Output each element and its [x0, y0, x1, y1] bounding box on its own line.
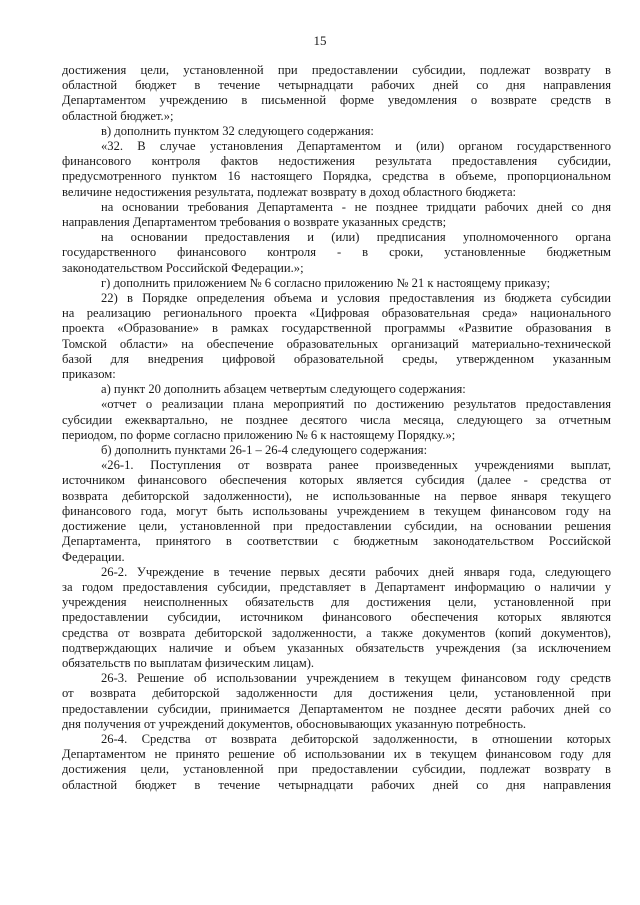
paragraph-line: 26-4. Средства от возврата дебиторской задолженности, в отношении которых	[101, 731, 611, 746]
paragraph-line: предусмотренного пунктом 16 настоящего Порядка, средства в объеме, пропорциональном	[62, 169, 611, 184]
paragraph-line: базой для внедрения цифровой образовательной среды, утвержденном указанным	[62, 351, 611, 366]
paragraph-line: на основании требования Департамента - не позднее тридцати рабочих дней со дня	[101, 199, 611, 214]
paragraph-line: б) дополнить пунктами 26-1 – 26-4 следующего содержания:	[101, 443, 428, 458]
paragraph-line: а) пункт 20 дополнить абзацем четвертым следующего содержания:	[101, 382, 466, 397]
paragraph-line: финансового года, могут быть использованы учреждением в текущем финансовом году на	[62, 503, 611, 518]
paragraph-line: на реализацию регионального проекта «Цифровая образовательная среда» национального	[62, 306, 611, 321]
paragraph-line: «26-1. Поступления от возврата ранее произведенных учреждениями выплат,	[101, 458, 611, 473]
paragraph-line: средства от возврата дебиторской задолженности, а также документов (копий документов),	[62, 625, 611, 640]
paragraph-line: Департаментом учреждению в письменной форме уведомления о возврате средств в	[62, 93, 611, 108]
paragraph-line: предоставлении субсидии, источником финансового обеспечения которых являются	[62, 610, 611, 625]
paragraph-line: финансового контроля фактов недостижения результата предоставления субсидии,	[62, 154, 611, 169]
paragraph-line: г) дополнить приложением № 6 согласно приложению № 21 к настоящему приказу;	[101, 275, 551, 290]
paragraph-line: 26-2. Учреждение в течение первых десяти рабочих дней января года, следующего	[101, 564, 611, 579]
paragraph-line: периодом, по форме согласно приложению № 6 к настоящему Порядку.»;	[62, 427, 456, 442]
paragraph-line: 22) в Порядке определения объема и условия предоставления из бюджета субсидии	[101, 291, 611, 306]
paragraph-line: областной бюджет.»;	[62, 108, 174, 123]
paragraph-line: «32. В случае установления Департаментом и (или) органом государственного	[101, 139, 611, 154]
paragraph-line: источником финансового обеспечения которых является субсидия (далее - средства от	[62, 473, 611, 488]
paragraph-line: достижения цели, установленной при предоставлении субсидии, подлежат возврату в	[62, 762, 611, 777]
paragraph-line: достижения цели, установленной при предоставлении субсидии, подлежат возврату в	[62, 63, 611, 77]
page-number: 15	[313, 33, 327, 48]
paragraph-line: государственного финансового контроля - в сроки, установленные бюджетным	[62, 245, 611, 260]
paragraph-line: подтверждающих наличие и объем указанных обязательств учреждения (за исключением	[62, 640, 611, 655]
paragraph-line: Томской области» на обеспечение образовательных организаций материально-технической	[62, 336, 611, 351]
paragraph-line: от возврата дебиторской задолженности для достижения цели, установленной при	[62, 686, 611, 701]
paragraph-line: Департаментом не принято решение об использовании их в текущем финансовом году для	[62, 747, 611, 762]
paragraph-line: дня получения от учреждений документов, обосновывающих указанную потребность.	[62, 716, 527, 731]
paragraph-line: приказом:	[62, 367, 116, 382]
paragraph-line: обязательств по выплатам физическим лицам).	[62, 655, 315, 670]
paragraph-line: учреждения неисполненных обязательств для достижения цели, установленной при	[62, 595, 611, 610]
paragraph-line: возврата дебиторской задолженности), не использованные на первое января текущего	[62, 488, 611, 503]
paragraph-line: законодательством Российской Федерации.»;	[62, 260, 304, 275]
paragraph-line: предоставлении субсидии, принимается Департаментом не позднее десяти рабочих дней со	[62, 701, 611, 716]
document-body	[62, 63, 611, 793]
paragraph-line: проекта «Образование» в рамках государственной программы «Развитие образования в	[62, 321, 611, 336]
paragraph-line: за годом предоставления субсидии, представляет в Департамент информацию о наличии у	[62, 579, 611, 594]
paragraph-line: в) дополнить пунктом 32 следующего содержания:	[101, 123, 374, 138]
paragraph-line: «отчет о реализации плана мероприятий по достижению результатов предоставления	[101, 397, 611, 412]
paragraph-line: областной бюджет в течение четырнадцати рабочих дней со дня направления	[62, 777, 611, 792]
paragraph-line: субсидии ежеквартально, не позднее десятого числа месяца, следующего за отчетным	[62, 412, 611, 427]
paragraph-line: величине недостижения результата, подлежат возврату в доход областного бюджета:	[62, 184, 517, 199]
paragraph-line: направления Департаментом требования о возврате указанных средств;	[62, 215, 447, 230]
paragraph-line: областной бюджет в течение четырнадцати рабочих дней со дня направления	[62, 78, 611, 93]
paragraph-line: Федерации.	[62, 549, 125, 564]
paragraph-line: достижение цели, установленной при предоставлении субсидии, на основании решения	[62, 519, 611, 534]
paragraph-line: Департамента, принятого в соответствии с бюджетным законодательством Российской	[62, 534, 611, 549]
paragraph-line: на основании предоставления и (или) предписания уполномоченного органа	[101, 230, 611, 245]
paragraph-line: 26-3. Решение об использовании учреждением в текущем финансовом году средств	[101, 671, 611, 686]
